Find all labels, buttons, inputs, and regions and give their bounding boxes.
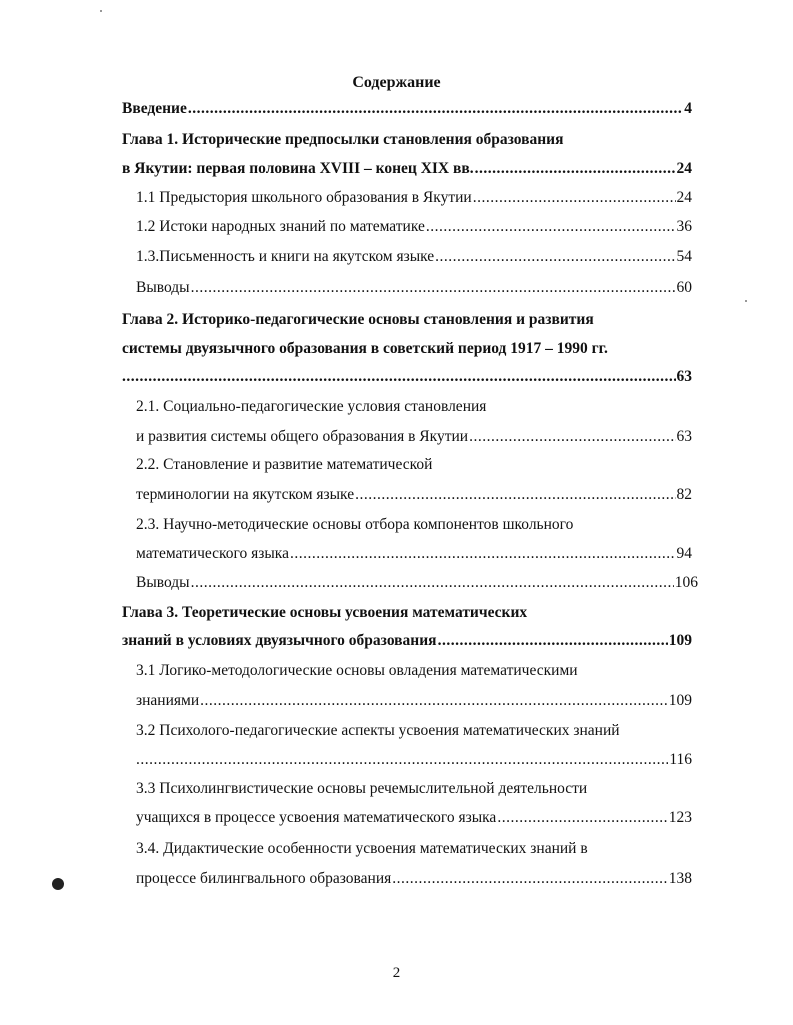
toc-entry-text: 1.2 Истоки народных знаний по математике bbox=[136, 218, 425, 235]
toc-page-number: 138 bbox=[668, 870, 692, 887]
toc-leader-dots bbox=[469, 428, 675, 446]
toc-entry-text: терминологии на якутском языке bbox=[136, 486, 355, 503]
toc-page-number: 63 bbox=[676, 368, 692, 385]
toc-section-1-3 bbox=[136, 248, 692, 270]
toc-leader-dots bbox=[426, 218, 676, 236]
toc-leader-dots bbox=[355, 486, 675, 504]
toc-section-3-2 bbox=[136, 751, 692, 773]
toc-section-2-1 bbox=[136, 428, 692, 450]
toc-entry-text: Выводы bbox=[136, 574, 190, 591]
toc-section-1-1 bbox=[136, 189, 692, 211]
toc-entry-text: процессе билингвального образования bbox=[136, 870, 392, 887]
toc-leader-dots bbox=[122, 368, 676, 386]
toc-section-2-3 bbox=[136, 545, 692, 567]
toc-entry-text: в Якутии: первая половина XVIII – конец XIX вв. bbox=[122, 160, 474, 177]
scan-speck bbox=[100, 10, 102, 12]
toc-section-2-2-line1: 2.2. Становление и развитие математической bbox=[136, 456, 433, 473]
toc-section-3-2-line1: 3.2 Психолого-педагогические аспекты усвоения математических знаний bbox=[136, 722, 620, 739]
toc-chapter-1 bbox=[122, 160, 692, 182]
toc-conclusions-1 bbox=[136, 279, 692, 301]
toc-chapter-2-line1: Глава 2. Историко-педагогические основы становления и развития bbox=[122, 311, 594, 328]
toc-chapter-2-line2: системы двуязычного образования в советский период 1917 – 1990 гг. bbox=[122, 340, 608, 357]
toc-chapter-3-line1: Глава 3. Теоретические основы усвоения математических bbox=[122, 604, 528, 621]
toc-page-number: 36 bbox=[676, 218, 692, 235]
toc-entry-text: 1.1 Предыстория школьного образования в Якутии bbox=[136, 189, 472, 206]
toc-page-number: 123 bbox=[668, 809, 692, 826]
toc-leader-dots bbox=[475, 160, 676, 178]
toc-page-number: 109 bbox=[668, 632, 692, 649]
toc-entry-text: знаний в условиях двуязычного образования bbox=[122, 632, 437, 649]
toc-entry-text: и развития системы общего образования в Якутии bbox=[136, 428, 469, 445]
scan-speck bbox=[745, 300, 747, 302]
toc-page-number: 116 bbox=[669, 751, 692, 768]
toc-title: Содержание bbox=[352, 74, 441, 91]
toc-page-number: 54 bbox=[676, 248, 692, 265]
toc-section-1-2 bbox=[136, 218, 692, 240]
toc-page-number: 4 bbox=[684, 100, 692, 117]
toc-entry-intro bbox=[122, 100, 692, 122]
toc-leader-dots bbox=[200, 692, 668, 710]
toc-entry-text: Выводы bbox=[136, 279, 190, 296]
toc-page-number: 94 bbox=[676, 545, 692, 562]
toc-section-3-1-line1: 3.1 Логико-методологические основы овладения математическими bbox=[136, 662, 578, 679]
toc-chapter-1-line1: Глава 1. Исторические предпосылки становления образования bbox=[122, 131, 564, 148]
ink-blot bbox=[52, 878, 64, 890]
toc-page-number: 63 bbox=[676, 428, 692, 445]
toc-page-number: 60 bbox=[676, 279, 692, 296]
toc-page-number: 24 bbox=[676, 189, 692, 206]
toc-leader-dots bbox=[435, 248, 675, 266]
toc-chapter-2 bbox=[122, 368, 692, 390]
page-number: 2 bbox=[392, 965, 401, 981]
toc-leader-dots bbox=[290, 545, 676, 563]
toc-entry-text: 1.3.Письменность и книги на якутском языке bbox=[136, 248, 435, 265]
toc-section-2-1-line1: 2.1. Социально-педагогические условия становления bbox=[136, 398, 487, 415]
toc-page-number: 82 bbox=[676, 486, 692, 503]
toc-conclusions-2 bbox=[136, 574, 698, 596]
toc-leader-dots bbox=[392, 870, 667, 888]
toc-section-3-4-line1: 3.4. Дидактические особенности усвоения математических знаний в bbox=[136, 840, 588, 857]
toc-entry-text: учащихся в процессе усвоения математического языка bbox=[136, 809, 497, 826]
toc-leader-dots bbox=[438, 632, 668, 650]
toc-section-3-4 bbox=[136, 870, 692, 892]
toc-leader-dots bbox=[191, 279, 676, 297]
toc-entry-text: знаниями bbox=[136, 692, 200, 709]
toc-leader-dots bbox=[473, 189, 676, 207]
toc-section-3-1 bbox=[136, 692, 692, 714]
toc-section-2-2 bbox=[136, 486, 692, 508]
toc-chapter-3 bbox=[122, 632, 692, 654]
toc-entry-text: Введение bbox=[122, 100, 187, 117]
toc-leader-dots bbox=[136, 751, 668, 769]
toc-section-3-3-line1: 3.3 Психолингвистические основы речемыслительной деятельности bbox=[136, 780, 588, 797]
toc-entry-text: математического языка bbox=[136, 545, 289, 562]
toc-section-3-3 bbox=[136, 809, 692, 831]
toc-page-number: 106 bbox=[674, 574, 698, 591]
toc-page-number: 109 bbox=[668, 692, 692, 709]
toc-leader-dots bbox=[191, 574, 674, 592]
toc-leader-dots bbox=[188, 100, 683, 118]
toc-page-number: 24 bbox=[676, 160, 692, 177]
toc-leader-dots bbox=[497, 809, 667, 827]
toc-section-2-3-line1: 2.3. Научно-методические основы отбора компонентов школьного bbox=[136, 516, 574, 533]
